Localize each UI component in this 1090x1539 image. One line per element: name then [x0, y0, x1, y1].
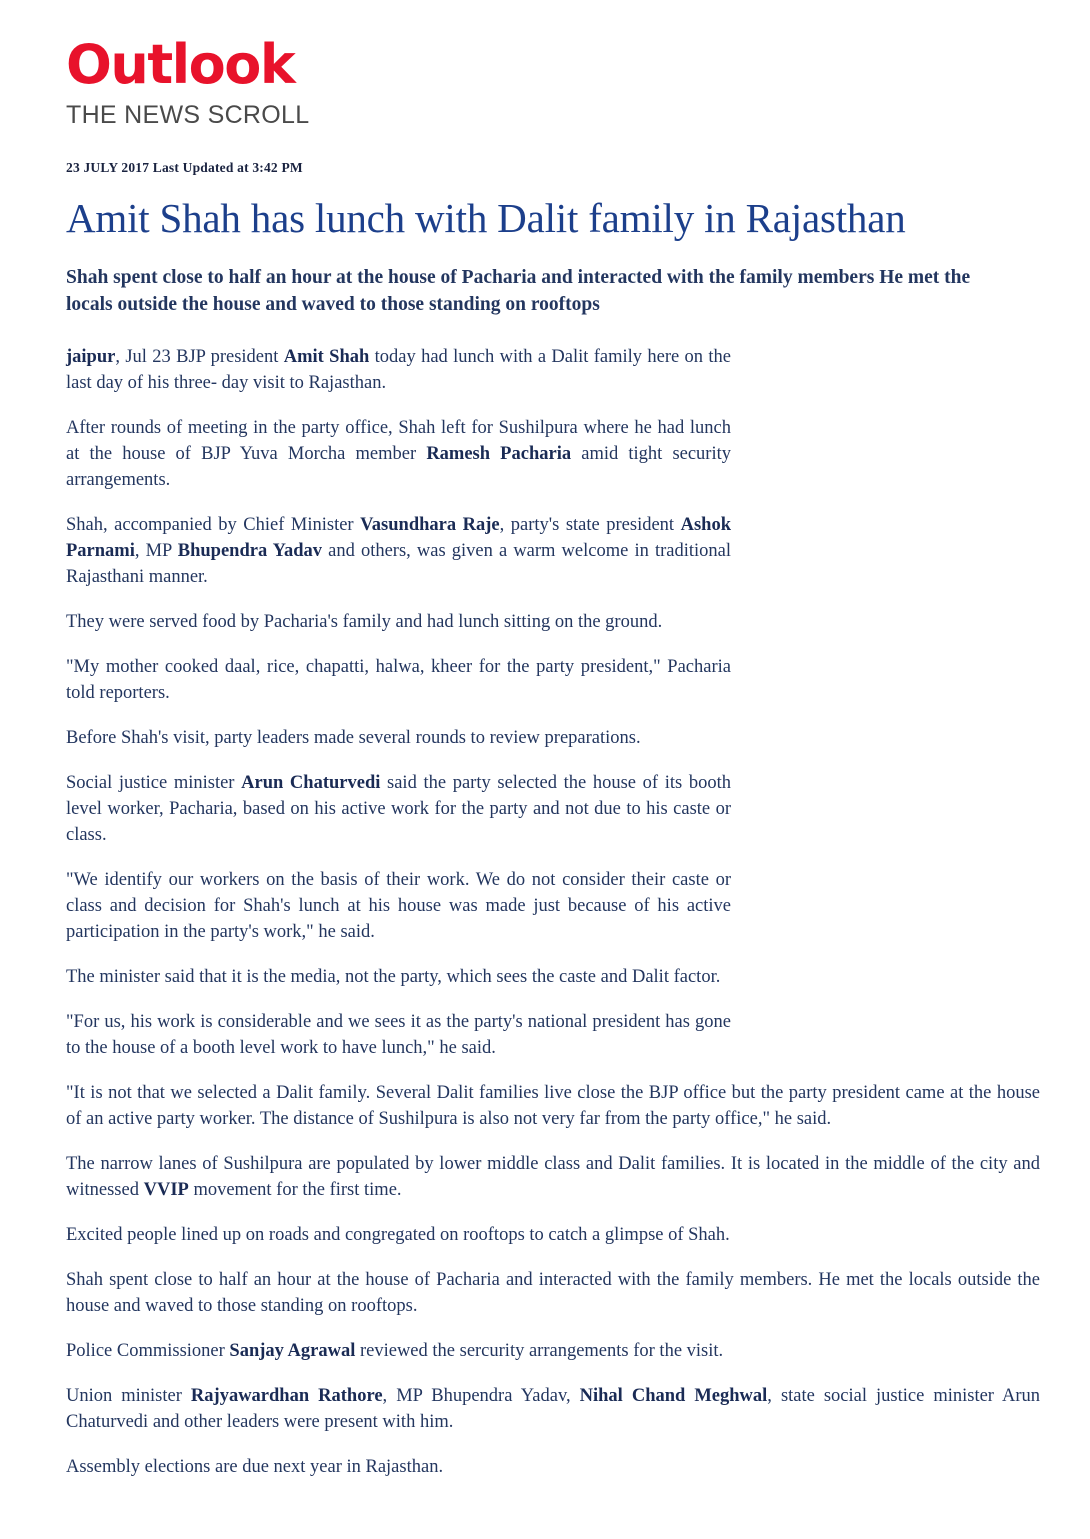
paragraph-text: The minister said that it is the media, not the party, which sees the caste and Dalit factor.	[66, 967, 721, 987]
article-paragraph	[66, 1009, 731, 1061]
paragraph-text: , Jul 23 BJP president	[115, 347, 284, 367]
highlighted-name: VVIP	[143, 1180, 189, 1200]
article-paragraph	[66, 1267, 1040, 1319]
paragraph-text: Union minister	[66, 1386, 191, 1406]
page-title: Amit Shah has lunch with Dalit family in Rajasthan	[66, 195, 906, 241]
section-label: THE NEWS SCROLL	[66, 101, 310, 129]
last-updated: Last Updated at 3:42 PM	[152, 160, 303, 175]
article-paragraph	[66, 1383, 1040, 1435]
article-paragraph	[66, 1151, 1040, 1203]
paragraph-text: Police Commissioner	[66, 1341, 230, 1361]
highlighted-name: Ramesh Pacharia	[426, 444, 572, 464]
article-paragraph	[66, 1080, 1040, 1132]
paragraph-text: amid tight security arrangements.	[66, 444, 732, 490]
paragraph-text: Excited people lined up on roads and congregated on rooftops to catch a glimpse of Shah.	[66, 1225, 730, 1245]
paragraph-text: "We identify our workers on the basis of their work. We do not consider their caste or class and decision for Shah's lunch at his house was made just because of his active participation in the party's work," he said.	[66, 870, 731, 942]
paragraph-text: "My mother cooked daal, rice, chapatti, halwa, kheer for the party president," Pacharia told reporters.	[66, 657, 731, 703]
paragraph-text: today had lunch with a Dalit family here on the last day of his three- day visit to Rajasthan.	[66, 347, 731, 393]
paragraph-text: Shah, accompanied by Chief Minister	[66, 515, 361, 535]
article-paragraph	[66, 654, 731, 706]
highlighted-name: jaipur	[66, 347, 116, 367]
article-paragraph	[66, 512, 731, 590]
outlook-logo[interactable]: Outlook	[66, 33, 295, 96]
highlighted-name: Rajyawardhan Rathore	[190, 1386, 383, 1406]
paragraph-text: The narrow lanes of Sushilpura are populated by lower middle class and Dalit families. It is located in the middle of the city and witnessed	[66, 1154, 1040, 1200]
paragraph-text: movement for the first time.	[188, 1180, 402, 1200]
article-paragraph	[66, 344, 731, 396]
highlighted-name: Amit Shah	[283, 347, 370, 367]
paragraph-text: "For us, his work is considerable and we sees it as the party's national president has gone to the house of a booth level work to have lunch," he said.	[66, 1012, 731, 1058]
article-paragraph	[66, 725, 731, 751]
article-paragraph	[66, 770, 731, 848]
article-paragraph	[66, 867, 731, 945]
paragraph-text: Before Shah's visit, party leaders made several rounds to review preparations.	[66, 728, 641, 748]
article-standfirst: Shah spent close to half an hour at the house of Pacharia and interacted with the family members He met the locals outside the house and waved to those standing on rooftops	[66, 267, 971, 315]
paragraph-text: and others, was given a warm welcome in traditional Rajasthani manner.	[66, 541, 731, 587]
article-paragraph	[66, 415, 731, 493]
paragraph-text: reviewed the sercurity arrangements for the visit.	[355, 1341, 724, 1361]
paragraph-text: said the party selected the house of its booth level worker, Pacharia, based on his active work for the party and not due to his caste or class.	[66, 773, 731, 845]
article-paragraph	[66, 1338, 1040, 1364]
article-dateline	[66, 160, 1040, 176]
paragraph-text: Social justice minister	[66, 773, 242, 793]
article-paragraph	[66, 1454, 1040, 1480]
highlighted-name: Arun Chaturvedi	[241, 773, 381, 793]
article-paragraph	[66, 964, 731, 990]
highlighted-name: Bhupendra Yadav	[177, 541, 322, 561]
article-body	[66, 344, 1040, 1480]
highlighted-name: Nihal Chand Meghwal	[579, 1386, 768, 1406]
paragraph-text: , party's state president	[499, 515, 681, 535]
paragraph-text: They were served food by Pacharia's family and had lunch sitting on the ground.	[66, 612, 663, 632]
paragraph-text: , MP Bhupendra Yadav,	[382, 1386, 580, 1406]
paragraph-text: , state social justice minister Arun Chaturvedi and other leaders were present with him.	[66, 1386, 1040, 1432]
publish-date: 23 JULY 2017	[66, 160, 150, 175]
article-paragraph	[66, 1222, 1040, 1248]
paragraph-text: "It is not that we selected a Dalit family. Several Dalit families live close the BJP office but the party president came at the house of an active party worker. The distance of Sushilpura is also not very far from the party office," he said.	[66, 1083, 1040, 1129]
paragraph-text: , MP	[134, 541, 178, 561]
highlighted-name: Sanjay Agrawal	[229, 1341, 356, 1361]
highlighted-name: Vasundhara Raje	[360, 515, 500, 535]
paragraph-text: Assembly elections are due next year in Rajasthan.	[66, 1457, 444, 1477]
paragraph-text: Shah spent close to half an hour at the house of Pacharia and interacted with the family members. He met the locals outside the house and waved to those standing on rooftops.	[66, 1270, 1040, 1316]
paragraph-text: After rounds of meeting in the party office, Shah left for Sushilpura where he had lunch at the house of BJP Yuva Morcha member	[66, 418, 731, 464]
article-paragraph	[66, 609, 731, 635]
highlighted-name: Ashok Parnami	[66, 515, 731, 561]
